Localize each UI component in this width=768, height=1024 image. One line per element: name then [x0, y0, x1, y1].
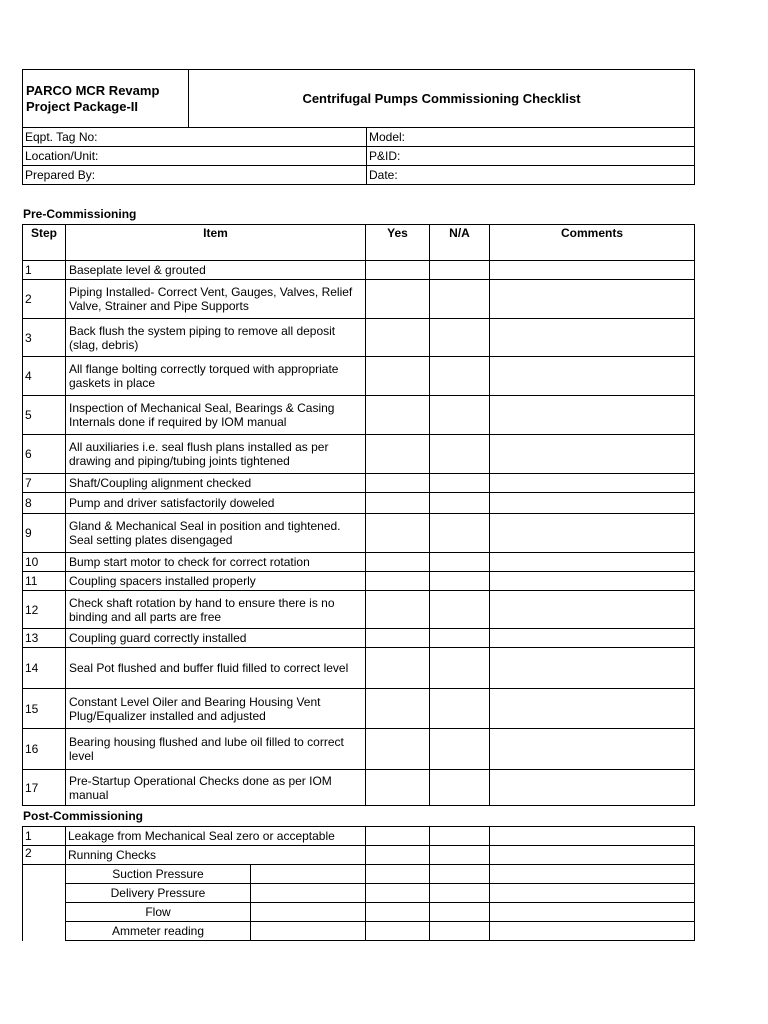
table-row	[23, 553, 695, 572]
yes-cell[interactable]	[366, 689, 430, 729]
table-row	[23, 629, 695, 648]
column-header-step: Step	[23, 225, 66, 261]
comments-cell[interactable]	[490, 846, 695, 865]
yes-cell[interactable]	[366, 770, 430, 806]
yes-cell[interactable]	[366, 396, 430, 435]
project-name-cell	[23, 70, 189, 128]
na-cell[interactable]	[430, 572, 490, 591]
na-cell[interactable]	[430, 319, 490, 357]
step-number: 1	[23, 827, 66, 846]
step-number: 3	[23, 319, 66, 357]
step-number: 7	[23, 474, 66, 493]
table-row	[23, 474, 695, 493]
na-cell[interactable]	[430, 261, 490, 280]
yes-cell[interactable]	[366, 493, 430, 514]
item-text: Bump start motor to check for correct rotation	[66, 553, 366, 572]
column-header-yes: Yes	[366, 225, 430, 261]
yes-cell[interactable]	[366, 865, 430, 884]
table-row	[23, 493, 695, 514]
comments-cell[interactable]	[490, 629, 695, 648]
table-row	[23, 261, 695, 280]
comments-cell[interactable]	[490, 280, 695, 319]
table-row	[23, 865, 695, 884]
comments-cell[interactable]	[490, 827, 695, 846]
na-cell[interactable]	[430, 689, 490, 729]
comments-cell[interactable]	[490, 493, 695, 514]
comments-cell[interactable]	[490, 572, 695, 591]
step-number: 2	[23, 280, 66, 319]
comments-cell[interactable]	[490, 770, 695, 806]
post-commissioning-heading: Post-Commissioning	[23, 809, 144, 823]
table-row	[23, 280, 695, 319]
comments-cell[interactable]	[490, 514, 695, 553]
yes-cell[interactable]	[366, 903, 430, 922]
item-text: Coupling spacers installed properly	[66, 572, 366, 591]
yes-cell[interactable]	[366, 629, 430, 648]
na-cell[interactable]	[430, 846, 490, 865]
project-package: Project Package-II	[26, 98, 138, 114]
item-text: Running Checks	[66, 846, 366, 865]
item-text: Coupling guard correctly installed	[66, 629, 366, 648]
table-row	[23, 648, 695, 689]
table-row	[23, 922, 695, 941]
na-cell[interactable]	[430, 922, 490, 941]
table-row	[23, 884, 695, 903]
table-row	[23, 591, 695, 629]
table-row	[23, 903, 695, 922]
value-cell[interactable]	[251, 865, 366, 884]
step-number: 5	[23, 396, 66, 435]
value-cell[interactable]	[251, 884, 366, 903]
column-header-comments: Comments	[490, 225, 695, 261]
step-number: 17	[23, 770, 66, 806]
step-number: 13	[23, 629, 66, 648]
sub-item-label: Ammeter reading	[66, 922, 251, 941]
table-row	[23, 689, 695, 729]
na-cell[interactable]	[430, 591, 490, 629]
yes-cell[interactable]	[366, 261, 430, 280]
item-text: Piping Installed- Correct Vent, Gauges, Valves, Relief Valve, Strainer and Pipe Supports	[66, 280, 366, 319]
step-number: 8	[23, 493, 66, 514]
date-field[interactable]: Date:	[367, 166, 695, 185]
yes-cell[interactable]	[366, 514, 430, 553]
step-number: 12	[23, 591, 66, 629]
table-row	[23, 770, 695, 806]
table-row	[23, 357, 695, 396]
value-cell[interactable]	[251, 922, 366, 941]
item-text: Pre-Startup Operational Checks done as per IOM manual	[66, 770, 366, 806]
table-row	[23, 572, 695, 591]
step-number: 6	[23, 435, 66, 474]
step-number: 2	[23, 846, 66, 865]
column-header-na: N/A	[430, 225, 490, 261]
comments-cell[interactable]	[490, 261, 695, 280]
yes-cell[interactable]	[366, 648, 430, 689]
comments-cell[interactable]	[490, 474, 695, 493]
location-field[interactable]: Location/Unit:	[23, 147, 367, 166]
comments-cell[interactable]	[490, 648, 695, 689]
comments-cell[interactable]	[490, 435, 695, 474]
yes-cell[interactable]	[366, 435, 430, 474]
yes-cell[interactable]	[366, 357, 430, 396]
item-text: All flange bolting correctly torqued with appropriate gaskets in place	[66, 357, 366, 396]
na-cell[interactable]	[430, 553, 490, 572]
sub-item-label: Flow	[66, 903, 251, 922]
na-cell[interactable]	[430, 396, 490, 435]
comments-cell[interactable]	[490, 729, 695, 770]
step-number: 4	[23, 357, 66, 396]
comments-cell[interactable]	[490, 591, 695, 629]
yes-cell[interactable]	[366, 591, 430, 629]
table-row	[23, 729, 695, 770]
step-number: 15	[23, 689, 66, 729]
yes-cell[interactable]	[366, 884, 430, 903]
comments-cell[interactable]	[490, 884, 695, 903]
yes-cell[interactable]	[366, 280, 430, 319]
na-cell[interactable]	[430, 827, 490, 846]
item-text: Pump and driver satisfactorily doweled	[66, 493, 366, 514]
na-cell[interactable]	[430, 474, 490, 493]
prepared-by-field[interactable]: Prepared By:	[23, 166, 367, 185]
table-row	[23, 827, 695, 846]
na-cell[interactable]	[430, 865, 490, 884]
item-text: Inspection of Mechanical Seal, Bearings & Casing Internals done if required by IOM manual	[66, 396, 366, 435]
table-row	[23, 396, 695, 435]
value-cell[interactable]	[251, 903, 366, 922]
na-cell[interactable]	[430, 435, 490, 474]
step-number: 14	[23, 648, 66, 689]
sub-item-label: Suction Pressure	[66, 865, 251, 884]
table-row	[23, 319, 695, 357]
yes-cell[interactable]	[366, 922, 430, 941]
comments-cell[interactable]	[490, 922, 695, 941]
yes-cell[interactable]	[366, 729, 430, 770]
pid-field[interactable]: P&ID:	[367, 147, 695, 166]
pre-commissioning-heading: Pre-Commissioning	[23, 207, 137, 221]
yes-cell[interactable]	[366, 553, 430, 572]
model-field[interactable]: Model:	[367, 128, 695, 147]
comments-cell[interactable]	[490, 553, 695, 572]
info-table	[22, 127, 695, 185]
project-name: PARCO MCR Revamp	[26, 82, 160, 98]
na-cell[interactable]	[430, 514, 490, 553]
yes-cell[interactable]	[366, 827, 430, 846]
table-row	[23, 846, 695, 865]
comments-cell[interactable]	[490, 357, 695, 396]
item-text: Check shaft rotation by hand to ensure there is no binding and all parts are free	[66, 591, 366, 629]
document-title: Centrifugal Pumps Commissioning Checklist	[189, 70, 695, 128]
na-cell[interactable]	[430, 629, 490, 648]
item-text: Leakage from Mechanical Seal zero or acceptable	[66, 827, 366, 846]
item-text: Back flush the system piping to remove all deposit (slag, debris)	[66, 319, 366, 357]
yes-cell[interactable]	[366, 319, 430, 357]
post-commissioning-table	[22, 826, 695, 941]
step-number: 9	[23, 514, 66, 553]
item-text: Seal Pot flushed and buffer fluid filled to correct level	[66, 648, 366, 689]
na-cell[interactable]	[430, 884, 490, 903]
pre-commissioning-table	[22, 224, 695, 806]
yes-cell[interactable]	[366, 572, 430, 591]
item-text: Constant Level Oiler and Bearing Housing Vent Plug/Equalizer installed and adjusted	[66, 689, 366, 729]
comments-cell[interactable]	[490, 689, 695, 729]
na-cell[interactable]	[430, 280, 490, 319]
comments-cell[interactable]	[490, 396, 695, 435]
step-number: 16	[23, 729, 66, 770]
yes-cell[interactable]	[366, 474, 430, 493]
item-text: Gland & Mechanical Seal in position and tightened. Seal setting plates disengaged	[66, 514, 366, 553]
comments-cell[interactable]	[490, 865, 695, 884]
eqpt-tag-field[interactable]: Eqpt. Tag No:	[23, 128, 367, 147]
header-table	[22, 69, 695, 128]
step-number: 10	[23, 553, 66, 572]
comments-cell[interactable]	[490, 903, 695, 922]
na-cell[interactable]	[430, 357, 490, 396]
column-header-item: Item	[66, 225, 366, 261]
na-cell[interactable]	[430, 729, 490, 770]
comments-cell[interactable]	[490, 319, 695, 357]
item-text: Shaft/Coupling alignment checked	[66, 474, 366, 493]
na-cell[interactable]	[430, 903, 490, 922]
table-row	[23, 514, 695, 553]
step-number: 1	[23, 261, 66, 280]
na-cell[interactable]	[430, 770, 490, 806]
table-row	[23, 435, 695, 474]
na-cell[interactable]	[430, 493, 490, 514]
item-text: Bearing housing flushed and lube oil filled to correct level	[66, 729, 366, 770]
na-cell[interactable]	[430, 648, 490, 689]
step-number: 11	[23, 572, 66, 591]
sub-item-label: Delivery Pressure	[66, 884, 251, 903]
item-text: Baseplate level & grouted	[66, 261, 366, 280]
item-text: All auxiliaries i.e. seal flush plans installed as per drawing and piping/tubing joints tightened	[66, 435, 366, 474]
yes-cell[interactable]	[366, 846, 430, 865]
